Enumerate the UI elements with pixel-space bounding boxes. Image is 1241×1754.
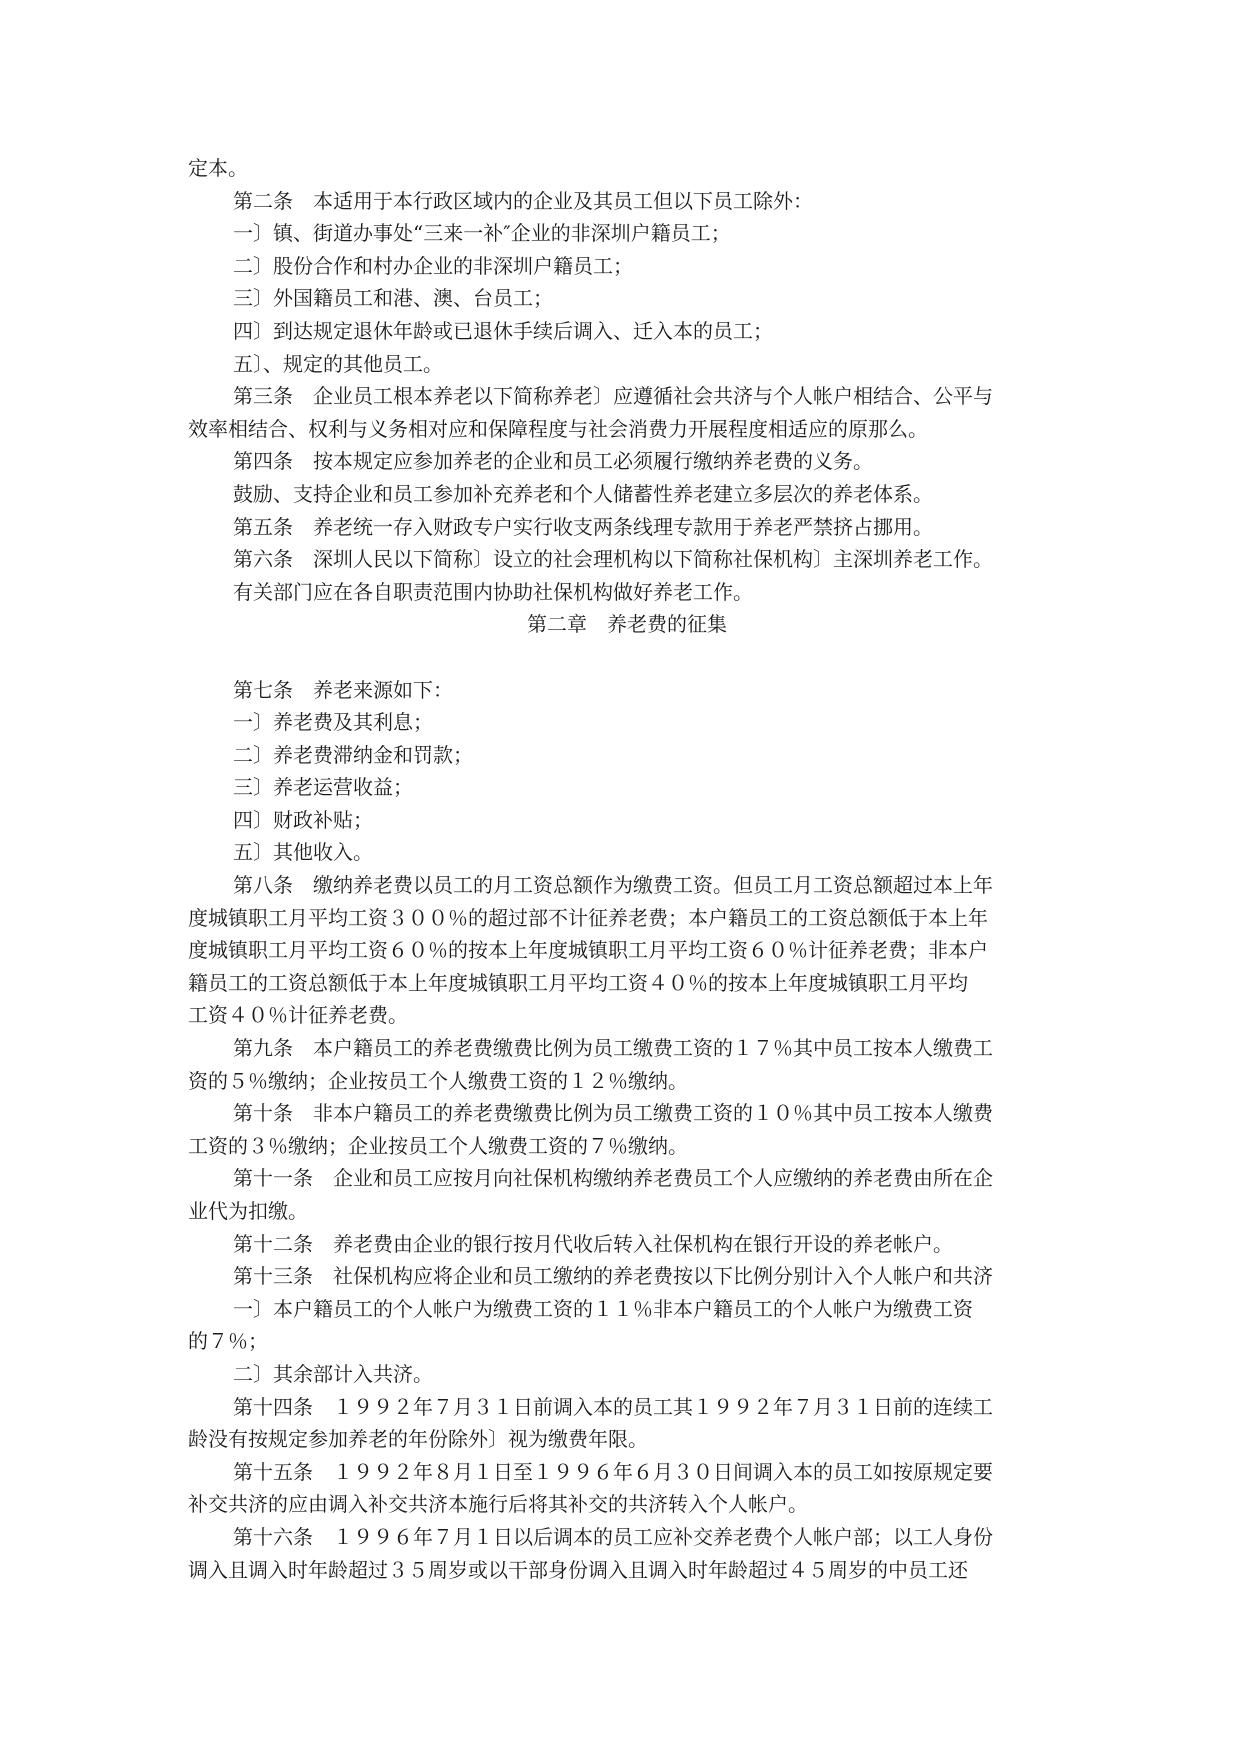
text-line: 第五条 养老统一存入财政专户实行收支两条线理专款用于养老严禁挤占挪用。 xyxy=(233,514,933,539)
text-line: 度城镇职工月平均工资６０％的按本上年度城镇职工月平均工资６０％计征养老费；非本户 xyxy=(188,938,988,963)
text-line: 工资４０％计征养老费。 xyxy=(188,1003,408,1028)
text-line: 五〕其他收入。 xyxy=(233,840,373,865)
text-line: 第七条 养老来源如下： xyxy=(233,677,453,702)
text-line: 四〕到达规定退休年龄或已退休手续后调入、迁入本的员工； xyxy=(233,318,773,343)
text-line: 鼓励、支持企业和员工参加补充养老和个人储蓄性养老建立多层次的养老体系。 xyxy=(233,481,933,506)
text-line: 龄没有按规定参加养老的年份除外〕视为缴费年限。 xyxy=(188,1427,648,1452)
text-line: 第十二条 养老费由企业的银行按月代收后转入社保机构在银行开设的养老帐户。 xyxy=(233,1231,953,1256)
text-line: 度城镇职工月平均工资３００％的超过部不计征养老费；本户籍员工的工资总额低于本上年 xyxy=(188,905,988,930)
text-line: 效率相结合、权利与义务相对应和保障程度与社会消费力开展程度相适应的原那么。 xyxy=(188,416,928,441)
text-line: 一〕本户籍员工的个人帐户为缴费工资的１１％非本户籍员工的个人帐户为缴费工资 xyxy=(233,1296,973,1321)
text-line: 调入且调入时年龄超过３５周岁或以干部身份调入且调入时年龄超过４５周岁的中员工还 xyxy=(188,1557,968,1582)
text-line: 第十六条 １９９６年７月１日以后调本的员工应补交养老费个人帐户部；以工人身份 xyxy=(233,1524,993,1549)
text-line: 第十五条 １９９２年８月１日至１９９６年６月３０日间调入本的员工如按原规定要 xyxy=(233,1459,993,1484)
text-line: 三〕外国籍员工和港、澳、台员工； xyxy=(233,286,553,311)
text-line: 二〕养老费滞纳金和罚款； xyxy=(233,742,473,767)
text-line: 第九条 本户籍员工的养老费缴费比例为员工缴费工资的１７％其中员工按本人缴费工 xyxy=(233,1036,993,1061)
text-line: 第十三条 社保机构应将企业和员工缴纳的养老费按以下比例分别计入个人帐户和共济 xyxy=(233,1264,993,1289)
text-line: 籍员工的工资总额低于本上年度城镇职工月平均工资４０％的按本上年度城镇职工月平均 xyxy=(188,970,968,995)
text-line: 三〕养老运营收益； xyxy=(233,775,413,800)
text-line: 的７％； xyxy=(188,1329,268,1354)
text-line: 第十条 非本户籍员工的养老费缴费比例为员工缴费工资的１０％其中员工按本人缴费 xyxy=(233,1101,993,1126)
text-line: 业代为扣缴。 xyxy=(188,1199,308,1223)
text-line: 第二条 本适用于本行政区域内的企业及其员工但以下员工除外： xyxy=(233,188,813,213)
text-line: 定本。 xyxy=(188,156,248,180)
text-line: 有关部门应在各自职责范围内协助社保机构做好养老工作。 xyxy=(233,579,753,604)
text-line: 第三条 企业员工根本养老以下简称养老〕应遵循社会共济与个人帐户相结合、公平与 xyxy=(233,384,993,409)
text-line: 补交共济的应由调入补交共济本施行后将其补交的共济转入个人帐户。 xyxy=(188,1492,808,1517)
text-line: 工资的３％缴纳；企业按员工个人缴费工资的７％缴纳。 xyxy=(188,1133,688,1158)
text-line: 一〕养老费及其利息； xyxy=(233,710,433,735)
text-line: 第六条 深圳人民以下简称〕设立的社会理机构以下简称社保机构〕主深圳养老工作。 xyxy=(233,547,993,572)
text-line: 一〕镇、街道办事处“三来一补″企业的非深圳户籍员工； xyxy=(233,221,731,246)
text-line: 五〕、规定的其他员工。 xyxy=(233,351,443,376)
chapter-heading: 第二章 养老费的征集 xyxy=(527,612,727,637)
text-line: 第十一条 企业和员工应按月向社保机构缴纳养老费员工个人应缴纳的养老费由所在企 xyxy=(233,1166,993,1191)
text-line: 二〕其余部计入共济。 xyxy=(233,1361,433,1386)
document-page xyxy=(188,152,1066,1586)
text-line: 资的５％缴纳；企业按员工个人缴费工资的１２％缴纳。 xyxy=(188,1068,688,1093)
text-line: 二〕股份合作和村办企业的非深圳户籍员工； xyxy=(233,253,633,278)
text-line: 第八条 缴纳养老费以员工的月工资总额作为缴费工资。但员工月工资总额超过本上年 xyxy=(233,873,993,898)
blank-line xyxy=(188,641,1066,674)
text-line: 第十四条 １９９２年７月３１日前调入本的员工其１９９２年７月３１日前的连续工 xyxy=(233,1394,993,1419)
text-line: 第四条 按本规定应参加养老的企业和员工必须履行缴纳养老费的义务。 xyxy=(233,449,873,474)
text-line: 四〕财政补贴； xyxy=(233,807,373,832)
